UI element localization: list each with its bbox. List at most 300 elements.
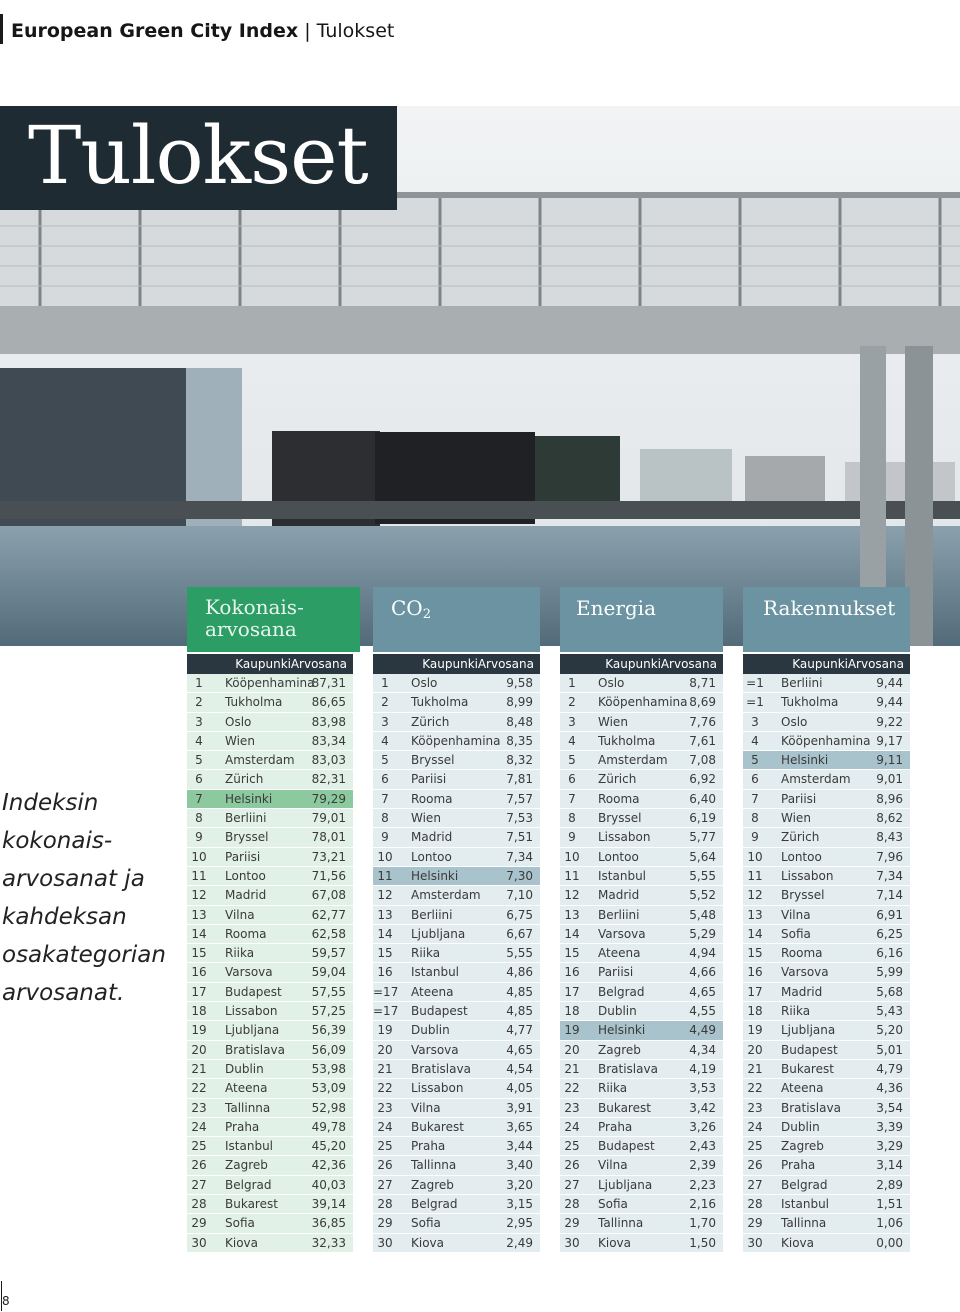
- city-cell: Tallinna: [411, 1158, 457, 1173]
- table-header-row: [187, 654, 353, 674]
- score-cell: 83,98: [311, 714, 346, 729]
- table-row: [187, 886, 353, 905]
- rank-cell: 27: [191, 1177, 207, 1192]
- table-buildings: [743, 654, 910, 1253]
- city-cell: Tukholma: [411, 695, 469, 710]
- score-cell: 3,39: [876, 1119, 903, 1134]
- rank-cell: 3: [568, 714, 576, 729]
- score-cell: 4,85: [506, 984, 533, 999]
- rank-cell: =17: [373, 1004, 399, 1019]
- table-row: [187, 1060, 353, 1079]
- table-row: [743, 1099, 910, 1118]
- city-cell: Dublin: [411, 1023, 450, 1038]
- rank-cell: 27: [747, 1177, 763, 1192]
- score-cell: 7,34: [876, 868, 903, 883]
- header-accent-bar: [0, 14, 3, 44]
- table-row: [743, 1176, 910, 1195]
- table-row: [743, 983, 910, 1002]
- table-row: [743, 1214, 910, 1233]
- table-row: [373, 674, 540, 693]
- city-cell: Belgrad: [225, 1177, 272, 1192]
- table-header-row: [743, 654, 910, 674]
- rank-cell: 24: [191, 1119, 207, 1134]
- rank-cell: 17: [747, 984, 763, 999]
- score-cell: 5,77: [689, 830, 716, 845]
- city-cell: Dublin: [781, 1119, 820, 1134]
- rank-cell: 12: [377, 888, 393, 903]
- city-cell: Lissabon: [781, 868, 834, 883]
- city-cell: Rooma: [411, 791, 453, 806]
- category-title-co2: [391, 597, 431, 623]
- score-cell: 9,22: [876, 714, 903, 729]
- column-header-score: Arvosana: [477, 657, 534, 671]
- rank-cell: 5: [751, 753, 759, 768]
- rank-cell: 24: [747, 1119, 763, 1134]
- score-cell: 4,19: [689, 1061, 716, 1076]
- city-cell: Madrid: [411, 830, 453, 845]
- table-row: [560, 867, 723, 886]
- rank-cell: 15: [564, 946, 580, 961]
- score-cell: 5,68: [876, 984, 903, 999]
- score-cell: 7,10: [506, 888, 533, 903]
- rank-cell: 11: [564, 868, 580, 883]
- rank-cell: 15: [191, 946, 207, 961]
- score-cell: 83,03: [311, 753, 346, 768]
- score-cell: 4,86: [506, 965, 533, 980]
- rank-cell: 27: [377, 1177, 393, 1192]
- city-cell: Ateena: [598, 946, 641, 961]
- column-header-score: Arvosana: [290, 657, 347, 671]
- score-cell: 5,48: [689, 907, 716, 922]
- rank-cell: 5: [195, 753, 203, 768]
- rank-cell: 8: [751, 811, 759, 826]
- table-row: [373, 713, 540, 732]
- table-row: [373, 1002, 540, 1021]
- city-cell: Bukarest: [781, 1061, 834, 1076]
- score-cell: 8,43: [876, 830, 903, 845]
- score-cell: 3,20: [506, 1177, 533, 1192]
- score-cell: 1,06: [876, 1216, 903, 1231]
- score-cell: 5,20: [876, 1023, 903, 1038]
- table-row: [373, 790, 540, 809]
- rank-cell: 7: [568, 791, 576, 806]
- table-row: [187, 828, 353, 847]
- rank-cell: 12: [191, 888, 207, 903]
- rank-cell: 6: [751, 772, 759, 787]
- rank-cell: 9: [751, 830, 759, 845]
- city-cell: Belgrad: [598, 984, 645, 999]
- page-number: 8: [2, 1294, 10, 1308]
- table-row: [560, 1118, 723, 1137]
- city-cell: Dublin: [225, 1061, 264, 1076]
- rank-cell: 4: [568, 733, 576, 748]
- category-title-co2-sub: 2: [422, 607, 431, 622]
- table-row: [373, 848, 540, 867]
- score-cell: 5,55: [689, 868, 716, 883]
- rank-cell: 19: [564, 1023, 580, 1038]
- score-cell: 3,26: [689, 1119, 716, 1134]
- rank-cell: 5: [568, 753, 576, 768]
- city-cell: Bratislava: [225, 1042, 285, 1057]
- city-cell: Oslo: [781, 714, 808, 729]
- score-cell: 8,71: [689, 676, 716, 690]
- rank-cell: 7: [751, 791, 759, 806]
- table-row: [373, 732, 540, 751]
- city-cell: Rooma: [225, 926, 267, 941]
- score-cell: 8,35: [506, 733, 533, 748]
- score-cell: 6,16: [876, 946, 903, 961]
- table-row: [560, 751, 723, 770]
- city-cell: Zürich: [225, 772, 264, 787]
- score-cell: 6,19: [689, 811, 716, 826]
- city-cell: Wien: [598, 714, 628, 729]
- page-title: Tulokset: [28, 109, 368, 202]
- table-overall: [187, 654, 353, 1253]
- city-cell: Dublin: [598, 1004, 637, 1019]
- score-cell: 7,30: [506, 868, 533, 883]
- score-cell: 3,53: [689, 1081, 716, 1096]
- score-cell: 8,32: [506, 753, 533, 768]
- rank-cell: 1: [195, 676, 203, 690]
- rank-cell: 12: [564, 888, 580, 903]
- table-row: [373, 809, 540, 828]
- rank-cell: 6: [568, 772, 576, 787]
- table-row: [560, 693, 723, 712]
- rank-cell: 6: [381, 772, 389, 787]
- rank-cell: 3: [751, 714, 759, 729]
- city-cell: Ateena: [411, 984, 454, 999]
- table-row: [560, 809, 723, 828]
- score-cell: 71,56: [311, 868, 346, 883]
- rank-cell: 15: [747, 946, 763, 961]
- table-row: [743, 1021, 910, 1040]
- rank-cell: 23: [191, 1100, 207, 1115]
- rank-cell: 10: [191, 849, 207, 864]
- table-row: [187, 713, 353, 732]
- city-cell: Istanbul: [225, 1139, 274, 1154]
- city-cell: Pariisi: [598, 965, 634, 980]
- rank-cell: 13: [747, 907, 763, 922]
- score-cell: 1,51: [876, 1197, 903, 1212]
- rank-cell: 21: [191, 1061, 207, 1076]
- city-cell: Bratislava: [411, 1061, 471, 1076]
- table-row: [187, 944, 353, 963]
- score-cell: 40,03: [311, 1177, 346, 1192]
- score-cell: 62,77: [311, 907, 346, 922]
- rank-cell: 14: [747, 926, 763, 941]
- rank-cell: 17: [564, 984, 580, 999]
- city-cell: Kiova: [411, 1235, 444, 1250]
- score-cell: 45,20: [311, 1139, 346, 1154]
- rank-cell: 22: [564, 1081, 580, 1096]
- city-cell: Lissabon: [225, 1004, 278, 1019]
- rank-cell: 21: [564, 1061, 580, 1076]
- city-cell: Zagreb: [598, 1042, 641, 1057]
- city-cell: Lontoo: [411, 849, 452, 864]
- category-header-co2: [373, 587, 540, 652]
- table-row: [560, 713, 723, 732]
- rank-cell: 6: [195, 772, 203, 787]
- score-cell: 7,53: [506, 811, 533, 826]
- city-cell: Amsterdam: [225, 753, 295, 768]
- rank-cell: 29: [747, 1216, 763, 1231]
- rank-cell: 21: [747, 1061, 763, 1076]
- table-row: [560, 886, 723, 905]
- city-cell: Bratislava: [781, 1100, 841, 1115]
- city-cell: Pariisi: [411, 772, 447, 787]
- score-cell: 7,34: [506, 849, 533, 864]
- rank-cell: 4: [751, 733, 759, 748]
- city-cell: Oslo: [598, 676, 625, 690]
- score-cell: 2,39: [689, 1158, 716, 1173]
- category-title-co2-main: CO: [391, 596, 423, 620]
- score-cell: 67,08: [311, 888, 346, 903]
- city-cell: Wien: [781, 811, 811, 826]
- rank-cell: 26: [564, 1158, 580, 1173]
- table-row: [373, 1118, 540, 1137]
- table-row: [373, 944, 540, 963]
- city-cell: Zürich: [781, 830, 820, 845]
- table-row: [743, 1041, 910, 1060]
- score-cell: 9,44: [876, 676, 903, 690]
- table-row: [560, 1021, 723, 1040]
- category-title-overall: [205, 596, 304, 640]
- rank-cell: 30: [564, 1235, 580, 1250]
- rank-cell: 15: [377, 946, 393, 961]
- city-cell: Vilna: [598, 1158, 628, 1173]
- score-cell: 3,40: [506, 1158, 533, 1173]
- city-cell: Praha: [781, 1158, 816, 1173]
- rank-cell: 20: [377, 1042, 393, 1057]
- table-row: [373, 925, 540, 944]
- score-cell: 7,08: [689, 753, 716, 768]
- city-cell: Ljubljana: [411, 926, 466, 941]
- city-cell: Kiova: [781, 1235, 814, 1250]
- table-row: [187, 963, 353, 982]
- score-cell: 2,16: [689, 1197, 716, 1212]
- rank-cell: 16: [191, 965, 207, 980]
- city-cell: Berliini: [781, 676, 823, 690]
- score-cell: 57,25: [311, 1004, 346, 1019]
- score-cell: 5,52: [689, 888, 716, 903]
- city-cell: Madrid: [781, 984, 823, 999]
- score-cell: 4,49: [689, 1023, 716, 1038]
- rank-cell: 7: [195, 791, 203, 806]
- city-cell: Zagreb: [781, 1139, 824, 1154]
- city-cell: Kööpenhamina: [411, 733, 501, 748]
- table-row: [743, 790, 910, 809]
- table-row: [743, 867, 910, 886]
- header-brand: European Green City Index: [11, 20, 299, 42]
- city-cell: Lissabon: [598, 830, 651, 845]
- rank-cell: 8: [568, 811, 576, 826]
- table-row: [187, 1099, 353, 1118]
- score-cell: 4,55: [689, 1004, 716, 1019]
- score-cell: 4,36: [876, 1081, 903, 1096]
- score-cell: 53,09: [311, 1081, 346, 1096]
- table-row: [373, 693, 540, 712]
- table-row: [373, 828, 540, 847]
- city-cell: Rooma: [598, 791, 640, 806]
- city-cell: Zürich: [598, 772, 637, 787]
- score-cell: 3,65: [506, 1119, 533, 1134]
- score-cell: 8,96: [876, 791, 903, 806]
- table-row: [560, 770, 723, 789]
- rank-cell: 25: [191, 1139, 207, 1154]
- rank-cell: 23: [564, 1100, 580, 1115]
- rank-cell: =17: [373, 984, 399, 999]
- score-cell: 4,77: [506, 1023, 533, 1038]
- city-cell: Bratislava: [598, 1061, 658, 1076]
- rank-cell: 30: [747, 1235, 763, 1250]
- score-cell: 82,31: [311, 772, 346, 787]
- score-cell: 4,54: [506, 1061, 533, 1076]
- table-row: [373, 1137, 540, 1156]
- table-row: [187, 1118, 353, 1137]
- table-row: [373, 1214, 540, 1233]
- table-row: [560, 1099, 723, 1118]
- table-row: [187, 1156, 353, 1175]
- rank-cell: 11: [377, 868, 393, 883]
- city-cell: Sofia: [781, 926, 811, 941]
- table-row: [560, 1079, 723, 1098]
- table-row: [373, 963, 540, 982]
- table-row: [373, 1156, 540, 1175]
- table-row: [187, 1002, 353, 1021]
- rank-cell: 20: [564, 1042, 580, 1057]
- rank-cell: 28: [377, 1197, 393, 1212]
- rank-cell: 21: [377, 1061, 393, 1076]
- city-cell: Budapest: [411, 1004, 468, 1019]
- city-cell: Tallinna: [781, 1216, 827, 1231]
- score-cell: 9,44: [876, 695, 903, 710]
- rank-cell: 22: [191, 1081, 207, 1096]
- score-cell: 9,11: [876, 753, 903, 768]
- table-row: [187, 732, 353, 751]
- city-cell: Madrid: [225, 888, 267, 903]
- score-cell: 1,70: [689, 1216, 716, 1231]
- rank-cell: 4: [195, 733, 203, 748]
- rank-cell: 10: [564, 849, 580, 864]
- city-cell: Helsinki: [411, 868, 459, 883]
- score-cell: 59,04: [311, 965, 346, 980]
- score-cell: 5,01: [876, 1042, 903, 1057]
- rank-cell: 20: [191, 1042, 207, 1057]
- city-cell: Sofia: [225, 1216, 255, 1231]
- category-title-line2: arvosana: [205, 617, 297, 641]
- intro-text: Indeksin kokonais-arvosanat ja kahdeksan osakategorian arvosanat.: [2, 790, 166, 1006]
- header-text: [11, 19, 394, 43]
- city-cell: Tukholma: [781, 695, 839, 710]
- table-row: [373, 983, 540, 1002]
- score-cell: 7,76: [689, 714, 716, 729]
- table-row: [187, 674, 353, 693]
- table-row: [743, 944, 910, 963]
- score-cell: 4,05: [506, 1081, 533, 1096]
- column-header-score: Arvosana: [847, 657, 904, 671]
- table-row: [743, 1079, 910, 1098]
- score-cell: 4,79: [876, 1061, 903, 1076]
- city-cell: Bukarest: [225, 1197, 278, 1212]
- city-cell: Bryssel: [598, 811, 642, 826]
- table-row: [560, 1195, 723, 1214]
- score-cell: 3,54: [876, 1100, 903, 1115]
- rank-cell: 25: [747, 1139, 763, 1154]
- city-cell: Belgrad: [781, 1177, 828, 1192]
- table-row: [187, 1079, 353, 1098]
- city-cell: Istanbul: [598, 868, 647, 883]
- score-cell: 6,92: [689, 772, 716, 787]
- table-row: [187, 1195, 353, 1214]
- rank-cell: 24: [377, 1119, 393, 1134]
- category-header-energy: [560, 587, 723, 652]
- table-row: [560, 1041, 723, 1060]
- rank-cell: 18: [747, 1004, 763, 1019]
- table-row: [373, 1099, 540, 1118]
- table-row: [560, 1176, 723, 1195]
- rank-cell: 7: [381, 791, 389, 806]
- table-row: [373, 1195, 540, 1214]
- score-cell: 53,98: [311, 1061, 346, 1076]
- city-cell: Wien: [225, 733, 255, 748]
- table-row: [373, 906, 540, 925]
- score-cell: 9,58: [506, 676, 533, 690]
- score-cell: 32,33: [311, 1235, 346, 1250]
- category-header-overall: [187, 587, 360, 652]
- score-cell: 52,98: [311, 1100, 346, 1115]
- table-energy: [560, 654, 723, 1253]
- score-cell: 3,91: [506, 1100, 533, 1115]
- table-row: [560, 944, 723, 963]
- rank-cell: 28: [747, 1197, 763, 1212]
- score-cell: 6,91: [876, 907, 903, 922]
- score-cell: 3,14: [876, 1158, 903, 1173]
- city-cell: Praha: [598, 1119, 633, 1134]
- rank-cell: 2: [381, 695, 389, 710]
- rank-cell: 11: [747, 868, 763, 883]
- table-row: [187, 1176, 353, 1195]
- city-cell: Budapest: [225, 984, 282, 999]
- city-cell: Varsova: [225, 965, 273, 980]
- table-row: [373, 1041, 540, 1060]
- score-cell: 39,14: [311, 1197, 346, 1212]
- score-cell: 36,85: [311, 1216, 346, 1231]
- rank-cell: 13: [564, 907, 580, 922]
- city-cell: Riika: [598, 1081, 628, 1096]
- city-cell: Bryssel: [225, 830, 269, 845]
- table-row: [187, 983, 353, 1002]
- header-separator: |: [304, 20, 311, 42]
- table-row: [187, 809, 353, 828]
- table-row: [560, 1214, 723, 1233]
- score-cell: 73,21: [311, 849, 346, 864]
- rank-cell: 4: [381, 733, 389, 748]
- score-cell: 79,01: [311, 811, 346, 826]
- score-cell: 4,65: [689, 984, 716, 999]
- table-row: [743, 925, 910, 944]
- rank-cell: 1: [381, 676, 389, 690]
- rank-cell: 14: [191, 926, 207, 941]
- score-cell: 56,09: [311, 1042, 346, 1057]
- table-header-row: [560, 654, 723, 674]
- rank-cell: 19: [191, 1023, 207, 1038]
- table-row: [560, 1156, 723, 1175]
- table-row: [373, 1079, 540, 1098]
- category-title-line1: Kokonais-: [205, 595, 304, 619]
- city-cell: Istanbul: [411, 965, 460, 980]
- city-cell: Pariisi: [781, 791, 817, 806]
- score-cell: 3,29: [876, 1139, 903, 1154]
